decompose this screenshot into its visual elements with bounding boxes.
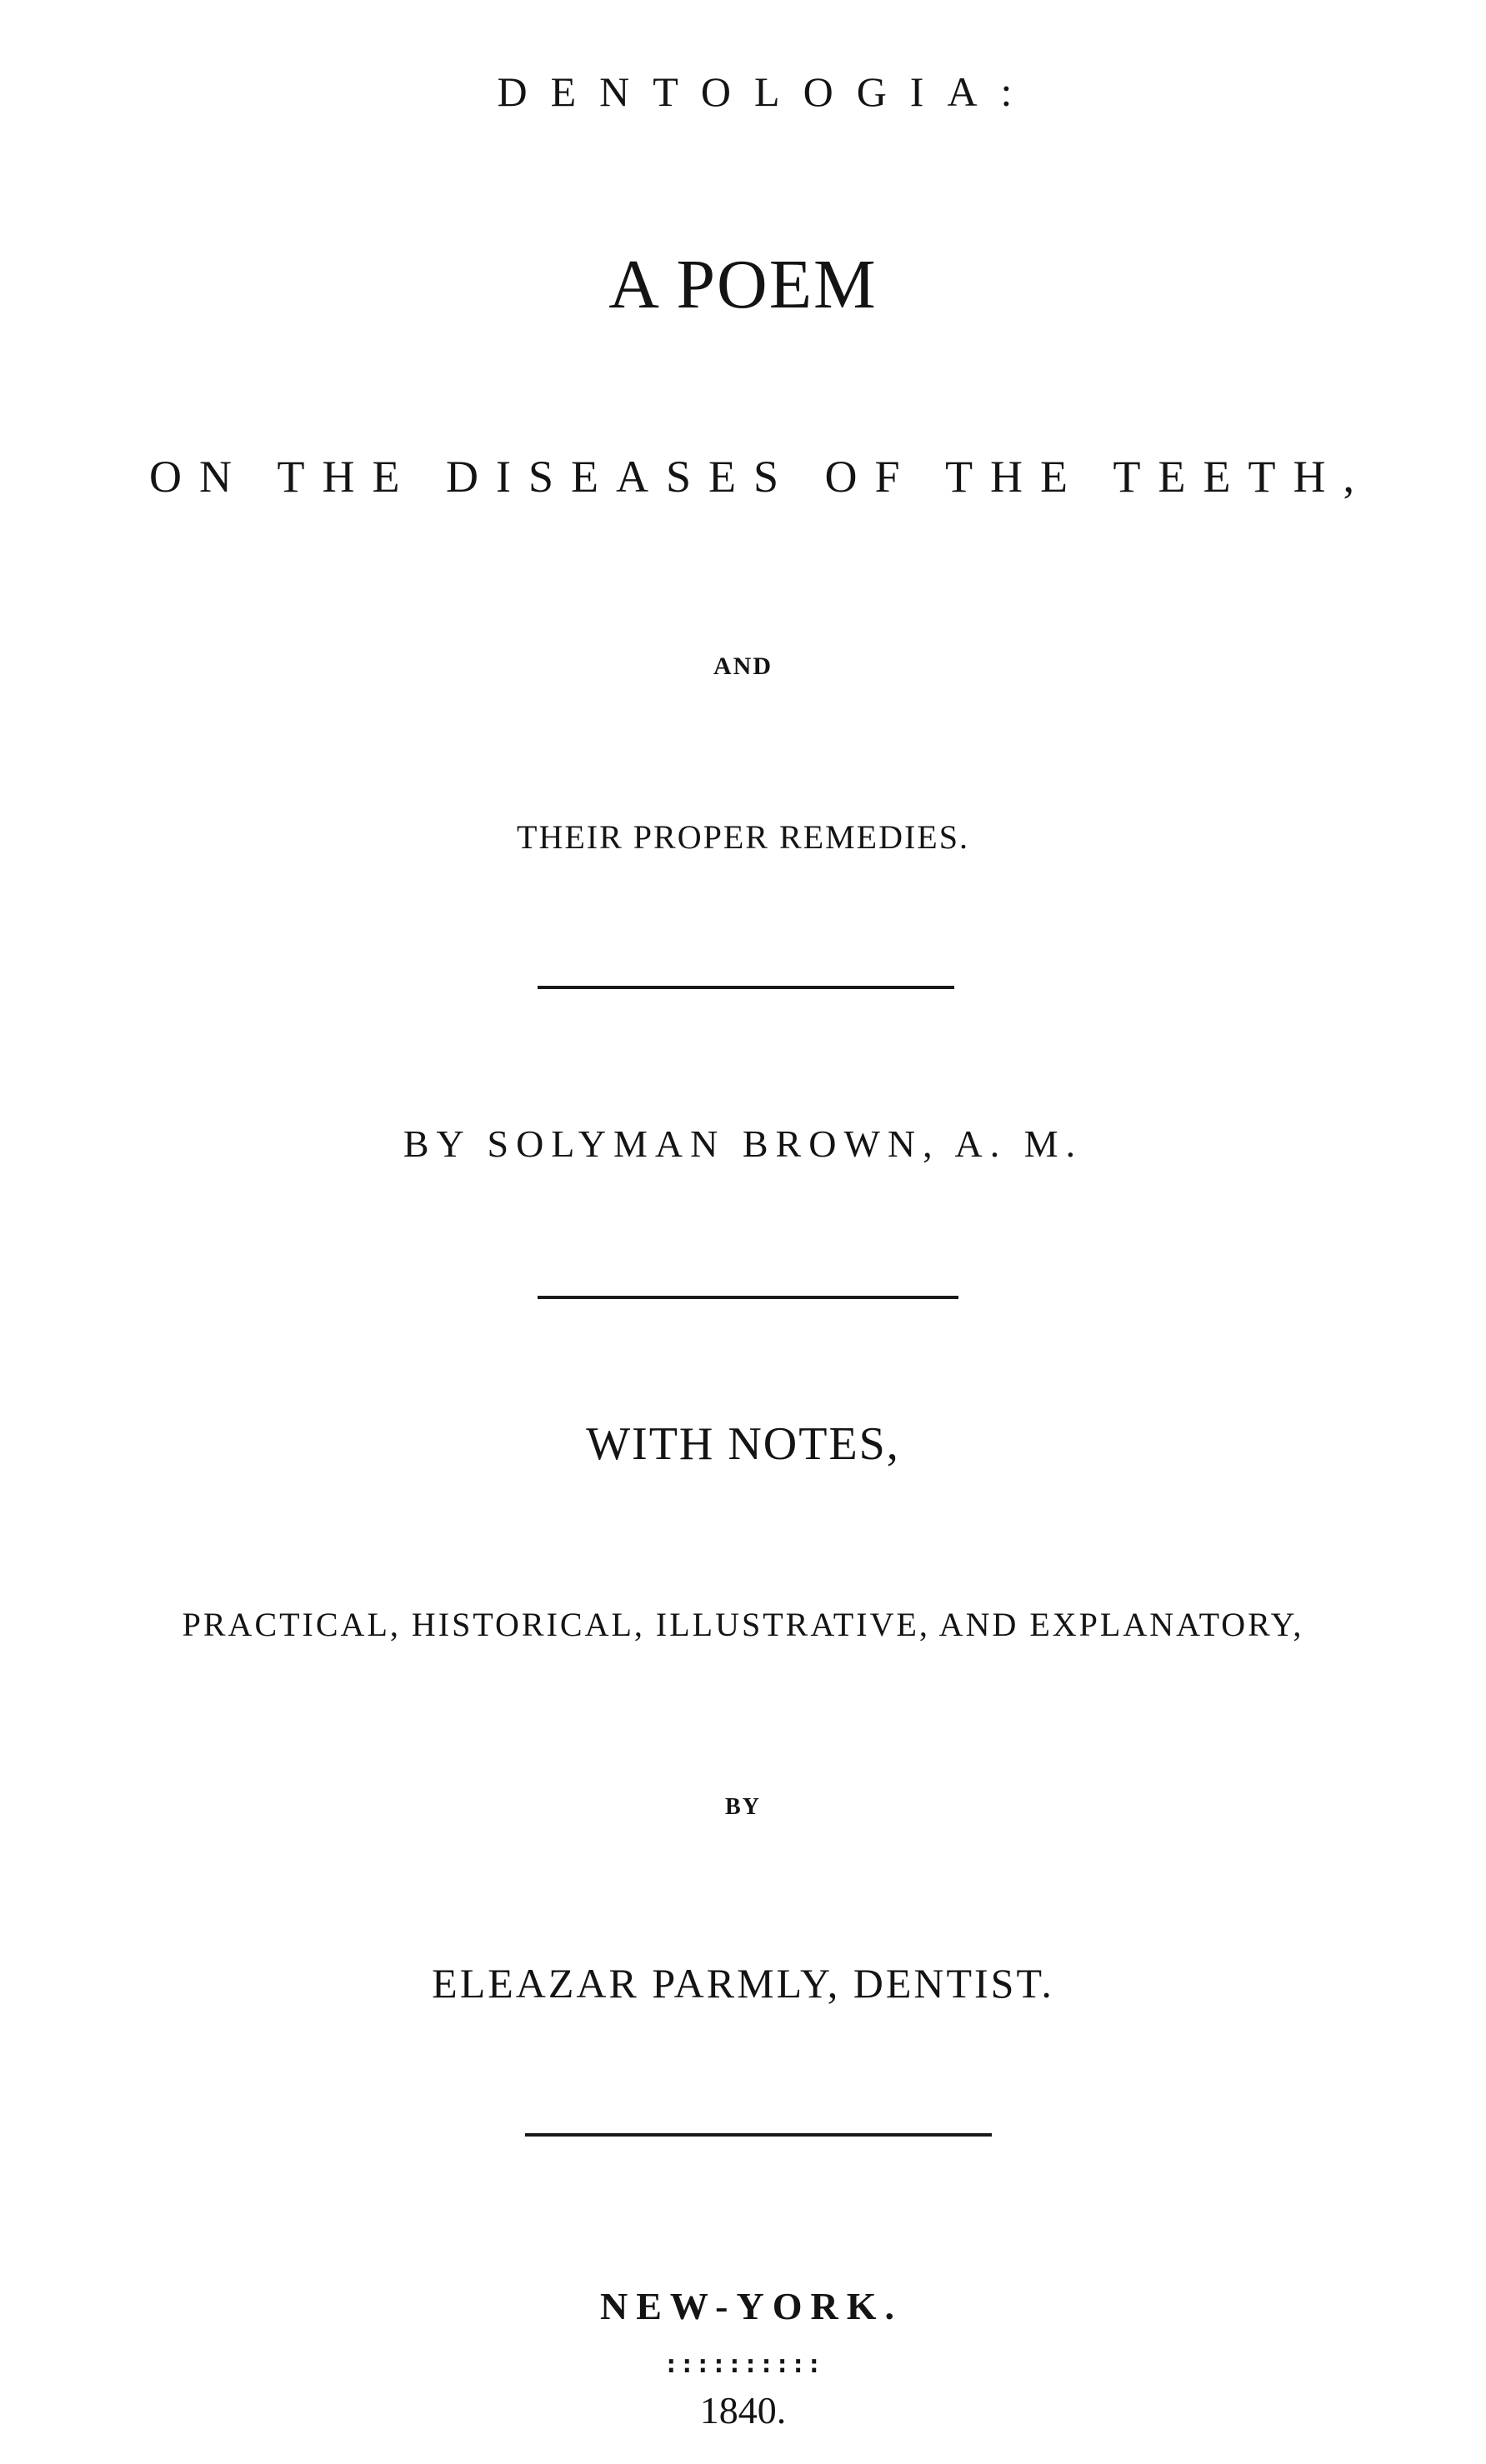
by-line: BY [725,1794,761,1820]
divider-rule [525,2133,992,2137]
remedies-line: THEIR PROPER REMEDIES. [517,818,969,856]
dotted-ornament: :::::::::: [663,2350,823,2379]
divider-rule [538,986,954,989]
divider-rule [538,1296,958,1299]
notes-heading: WITH NOTES, [586,1418,900,1470]
author-line: BY SOLYMAN BROWN, A. M. [403,1122,1083,1165]
book-title: DENTOLOGIA: [497,68,1036,115]
book-subtitle: A POEM [608,246,878,323]
conjunction-and: AND [713,652,773,680]
imprint-place: NEW-YORK. [599,2285,903,2327]
imprint-year: 1840. [699,2389,787,2432]
annotator-line: ELEAZAR PARMLY, DENTIST. [432,1960,1054,2007]
subject-line: ON THE DISEASES OF THE TEETH, [148,452,1372,502]
notes-description: PRACTICAL, HISTORICAL, ILLUSTRATIVE, AND EXPLANATORY, [182,1606,1304,1643]
